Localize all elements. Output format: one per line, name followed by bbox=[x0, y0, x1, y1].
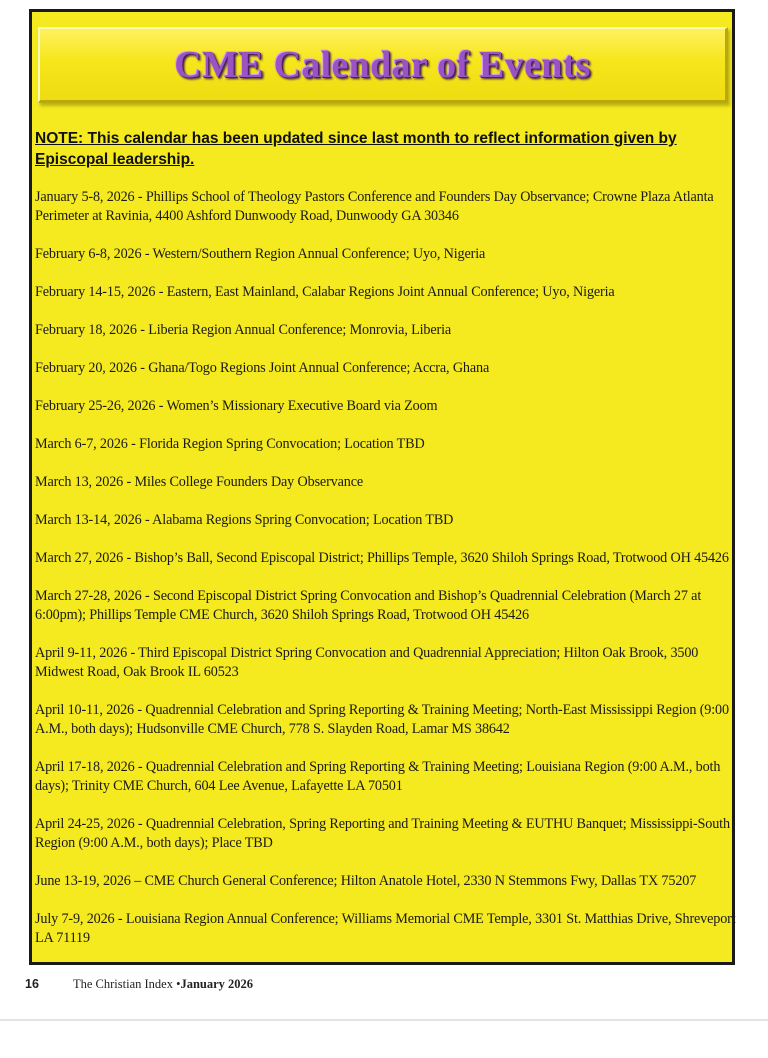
event-item: March 13, 2026 - Miles College Founders Day Observance bbox=[35, 474, 363, 490]
event-item: March 27-28, 2026 - Second Episcopal District Spring Convocation and Bishop’s Quadrennial Celebration (March 27 at 6:00pm); Phillips Temple CME Church, 3620 Shiloh Springs Road, Trotwood OH 45426 bbox=[35, 588, 702, 623]
event-item: February 6-8, 2026 - Western/Southern Region Annual Conference; Uyo, Nigeria bbox=[35, 246, 486, 262]
event-item: April 24-25, 2026 - Quadrennial Celebration, Spring Reporting and Training Meeting & EUTHU Banquet; Mississippi-South Region (9:00 A.M., both days); Place TBD bbox=[35, 816, 730, 851]
title-banner bbox=[38, 27, 728, 103]
event-item: April 17-18, 2026 - Quadrennial Celebration and Spring Reporting & Training Meeting; Louisiana Region (9:00 A.M., both days); Trinity CME Church, 604 Lee Avenue, Lafayette LA 70501 bbox=[35, 759, 721, 794]
update-note: NOTE: This calendar has been updated since last month to reflect information given by Episcopal leadership. bbox=[35, 130, 677, 168]
event-item: February 14-15, 2026 - Eastern, East Mainland, Calabar Regions Joint Annual Conference; Uyo, Nigeria bbox=[35, 284, 615, 300]
event-list bbox=[35, 188, 737, 967]
publication-name: The Christian Index • bbox=[73, 977, 181, 991]
issue-date: January 2026 bbox=[180, 977, 254, 991]
event-item: March 27, 2026 - Bishop’s Ball, Second Episcopal District; Phillips Temple, 3620 Shiloh Springs Road, Trotwood OH 45426 bbox=[35, 550, 729, 566]
event-item: March 6-7, 2026 - Florida Region Spring Convocation; Location TBD bbox=[35, 436, 425, 452]
event-item: February 18, 2026 - Liberia Region Annual Conference; Monrovia, Liberia bbox=[35, 322, 452, 338]
page-title: CME Calendar of Events bbox=[174, 43, 591, 86]
event-item: April 10-11, 2026 - Quadrennial Celebration and Spring Reporting & Training Meeting; North-East Mississippi Region (9:00 A.M., both days); Hudsonville CME Church, 778 S. Slayden Road, Lamar MS 38642 bbox=[35, 702, 729, 737]
event-item: April 9-11, 2026 - Third Episcopal District Spring Convocation and Quadrennial Appreciation; Hilton Oak Brook, 3500 Midwest Road, Oak Brook IL 60523 bbox=[35, 645, 699, 680]
page-number: 16 bbox=[25, 977, 39, 991]
event-item: July 7-9, 2026 - Louisiana Region Annual Conference; Williams Memorial CME Temple, 3301 St. Matthias Drive, Shreveport LA 71119 bbox=[35, 911, 736, 946]
bottom-divider bbox=[0, 1019, 768, 1021]
event-item: June 13-19, 2026 – CME Church General Conference; Hilton Anatole Hotel, 2330 N Stemmons Fwy, Dallas TX 75207 bbox=[35, 873, 697, 889]
event-item: February 25-26, 2026 - Women’s Missionary Executive Board via Zoom bbox=[35, 398, 438, 414]
event-item: March 13-14, 2026 - Alabama Regions Spring Convocation; Location TBD bbox=[35, 512, 454, 528]
page-footer bbox=[25, 977, 253, 992]
event-item: January 5-8, 2026 - Phillips School of Theology Pastors Conference and Founders Day Observance; Crowne Plaza Atlanta Perimeter at Ravinia, 4400 Ashford Dunwoody Road, Dunwoody GA 30346 bbox=[35, 189, 714, 224]
calendar-page bbox=[29, 9, 735, 965]
event-item: February 20, 2026 - Ghana/Togo Regions Joint Annual Conference; Accra, Ghana bbox=[35, 360, 490, 376]
